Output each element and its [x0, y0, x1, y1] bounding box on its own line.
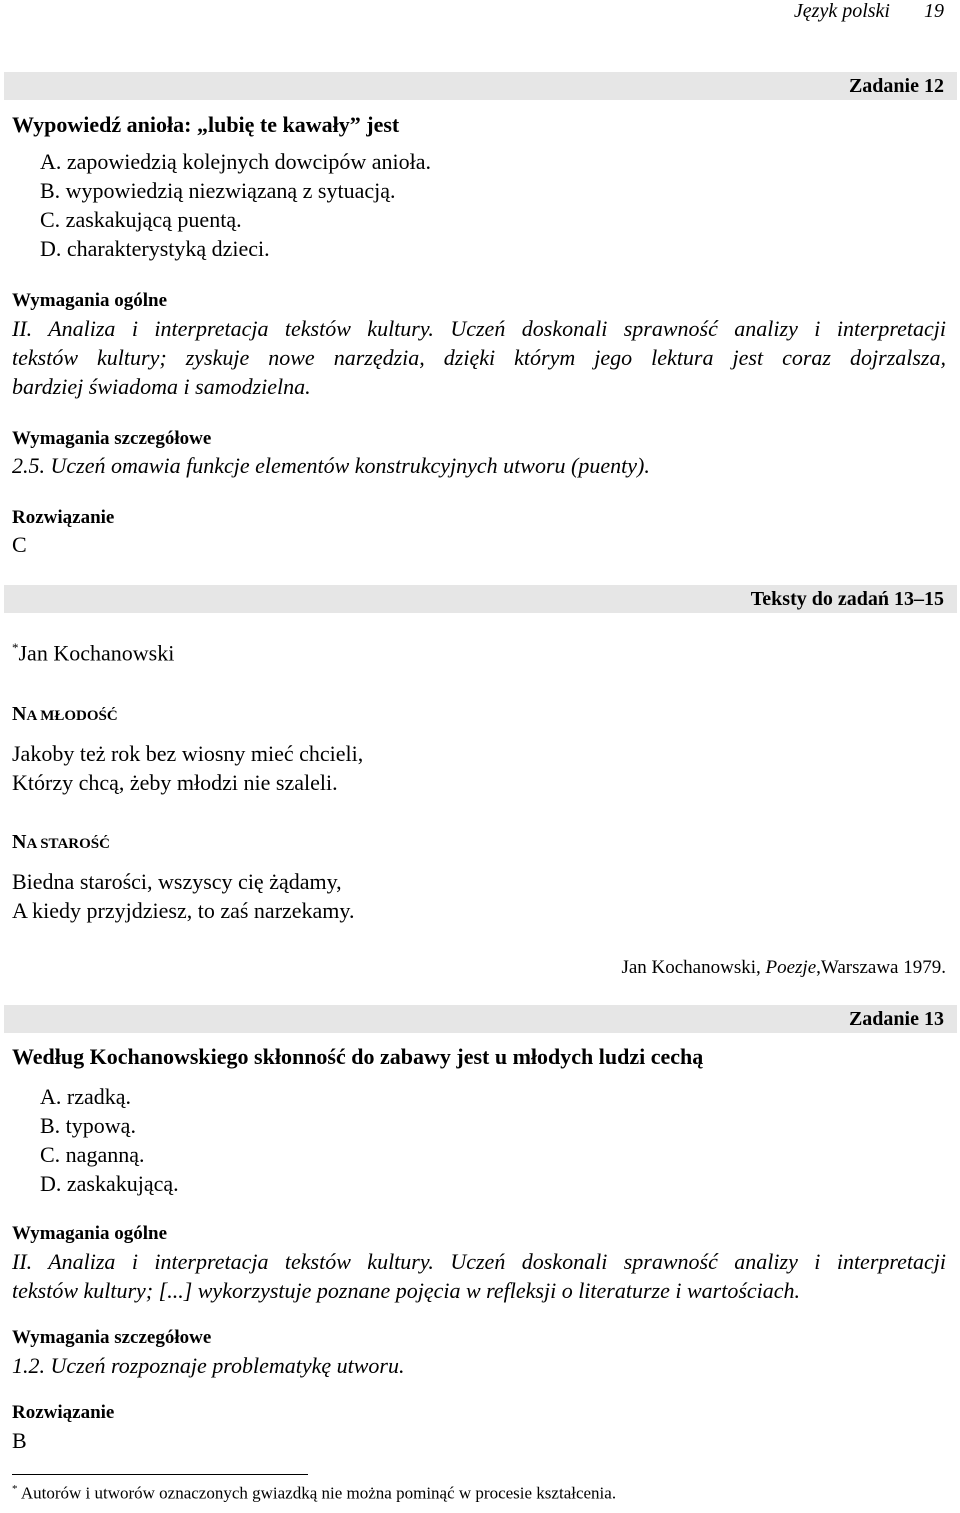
- poem1-line-2: Którzy chcą, żeby młodzi nie szaleli.: [12, 770, 338, 795]
- task13-general-line-1: II. Analiza i interpretacja tekstów kultury. Uczeń doskonali sprawność analizy i interpretacji: [12, 1249, 946, 1274]
- source-rest: ,Warszawa 1979.: [816, 957, 946, 978]
- page-header: [794, 0, 944, 23]
- poem2-title: [12, 831, 110, 854]
- footnote-mark: *: [12, 1483, 18, 1495]
- poem2-line-2: A kiedy przyjdziesz, to zaś narzekamy.: [12, 898, 355, 923]
- task12-detailed-heading: Wymagania szczegółowe: [12, 428, 212, 449]
- source-citation: [621, 957, 946, 979]
- source-title: Poezje: [765, 957, 817, 978]
- task13-option-a: A. rzadką.: [40, 1084, 132, 1109]
- task12-label: Zadanie 12: [848, 75, 944, 97]
- task13-label: Zadanie 13: [848, 1008, 944, 1030]
- task12-option-a: A. zapowiedzią kolejnych dowcipów anioła.: [40, 149, 431, 174]
- poem1-title-rest: A MŁODOŚĆ: [26, 708, 118, 724]
- task12-general-line-1: II. Analiza i interpretacja tekstów kultury. Uczeń doskonali sprawność analizy i interpretacji: [12, 316, 946, 341]
- task13-general-heading: Wymagania ogólne: [12, 1223, 167, 1244]
- poem1-title: [12, 703, 118, 726]
- task13-general-line-2: tekstów kultury; [...] wykorzystuje poznane pojęcia w refleksji o literaturze i wartościach.: [12, 1278, 801, 1303]
- footnote-rule: [12, 1474, 308, 1475]
- page-number: 19: [924, 0, 944, 22]
- header-subject: Język polski: [793, 0, 890, 22]
- task12-general-heading: Wymagania ogólne: [12, 290, 167, 311]
- poem2-title-initial: N: [12, 831, 27, 853]
- task13-option-c: C. naganną.: [40, 1142, 145, 1167]
- task12-option-b: B. wypowiedzią niezwiązaną z sytuacją.: [40, 178, 396, 203]
- poem1-title-initial: N: [12, 703, 27, 725]
- task12-bar: [4, 72, 957, 100]
- poem2-line-1: Biedna starości, wszyscy cię żądamy,: [12, 869, 342, 894]
- task12-general-line-3: bardziej świadoma i samodzielna.: [12, 374, 311, 399]
- author-name: Jan Kochanowski: [18, 640, 175, 666]
- poem2-title-rest: A STAROŚĆ: [26, 836, 110, 852]
- task13-solution-heading: Rozwiązanie: [12, 1402, 115, 1423]
- task13-detailed-heading: Wymagania szczegółowe: [12, 1327, 212, 1348]
- poem1-line-1: Jakoby też rok bez wiosny mieć chcieli,: [12, 741, 364, 766]
- task12-question: Wypowiedź anioła: „lubię te kawały” jest: [12, 112, 400, 137]
- poem-author: [12, 640, 174, 666]
- task12-general-line-2: tekstów kultury; zyskuje nowe narzędzia, dzięki którym jego lektura jest coraz dojrzalsza,: [12, 345, 946, 370]
- task13-option-d: D. zaskakującą.: [40, 1171, 179, 1196]
- task12-option-d: D. charakterystyką dzieci.: [40, 236, 270, 261]
- task13-solution: B: [12, 1428, 27, 1453]
- footnote-text: Autorów i utworów oznaczonych gwiazdką nie można pominąć w procesie kształcenia.: [20, 1483, 617, 1503]
- task12-option-c: C. zaskakującą puentą.: [40, 207, 242, 232]
- task12-solution: C: [12, 532, 27, 557]
- source-author: Jan Kochanowski,: [621, 957, 766, 978]
- task12-solution-heading: Rozwiązanie: [12, 507, 115, 528]
- task13-option-b: B. typową.: [40, 1113, 136, 1138]
- texts-label: Teksty do zadań 13–15: [750, 588, 944, 610]
- task13-detailed-text: 1.2. Uczeń rozpoznaje problematykę utworu.: [12, 1353, 405, 1378]
- author-footnote-mark: *: [12, 640, 19, 655]
- task13-bar: [4, 1005, 957, 1033]
- footnote: [12, 1483, 616, 1504]
- task13-question: Według Kochanowskiego skłonność do zabawy jest u młodych ludzi cechą: [12, 1044, 704, 1069]
- task12-detailed-text: 2.5. Uczeń omawia funkcje elementów konstrukcyjnych utworu (puenty).: [12, 453, 650, 478]
